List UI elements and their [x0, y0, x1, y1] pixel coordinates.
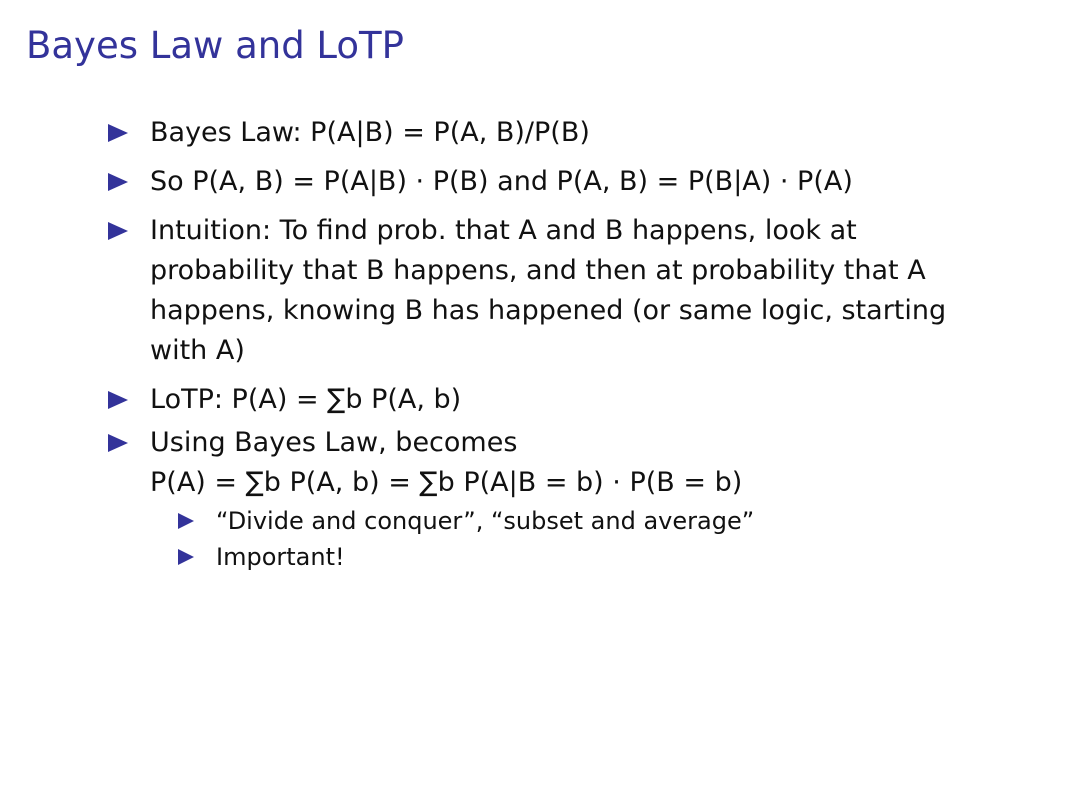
bullet-product-rule [108, 162, 1048, 202]
sub-bullet-text: “Divide and conquer”, “subset and average” [216, 507, 755, 535]
bullet-intuition [108, 211, 1048, 371]
triangle-bullet-icon [178, 503, 202, 539]
bullet-lotp [108, 380, 1048, 420]
triangle-bullet-icon [108, 423, 138, 463]
triangle-bullet-icon [108, 113, 138, 153]
bullet-text-line: probability that B happens, and then at probability that A [150, 255, 926, 286]
bullet-text: So P(A, B) = P(A|B) · P(B) and P(A, B) = P(B|A) · P(A) [150, 166, 853, 197]
triangle-bullet-icon [178, 539, 202, 575]
sub-bullet-important [108, 539, 1048, 575]
bullet-text-line: Intuition: To find prob. that A and B happens, look at [150, 215, 857, 246]
bullet-text: Bayes Law: P(A|B) = P(A, B)/P(B) [150, 117, 590, 148]
bullet-bayes-law [108, 113, 1048, 153]
triangle-bullet-icon [108, 162, 138, 202]
slide-title: Bayes Law and LoTP [26, 24, 404, 67]
sub-bullet-divide-conquer [108, 503, 1048, 539]
sub-bullet-text: Important! [216, 543, 345, 571]
bullet-text: LoTP: P(A) = ∑b P(A, b) [150, 384, 462, 415]
bullet-formula-line: P(A) = ∑b P(A, b) = ∑b P(A|B = b) · P(B = b) [150, 467, 743, 498]
bullet-list [108, 113, 1048, 575]
triangle-bullet-icon [108, 380, 138, 420]
bullet-text-line: with A) [150, 335, 245, 366]
bullet-using-bayes [108, 423, 1048, 503]
bullet-text-line: happens, knowing B has happened (or same logic, starting [150, 295, 947, 326]
triangle-bullet-icon [108, 211, 138, 251]
bullet-text-line: Using Bayes Law, becomes [150, 427, 518, 458]
